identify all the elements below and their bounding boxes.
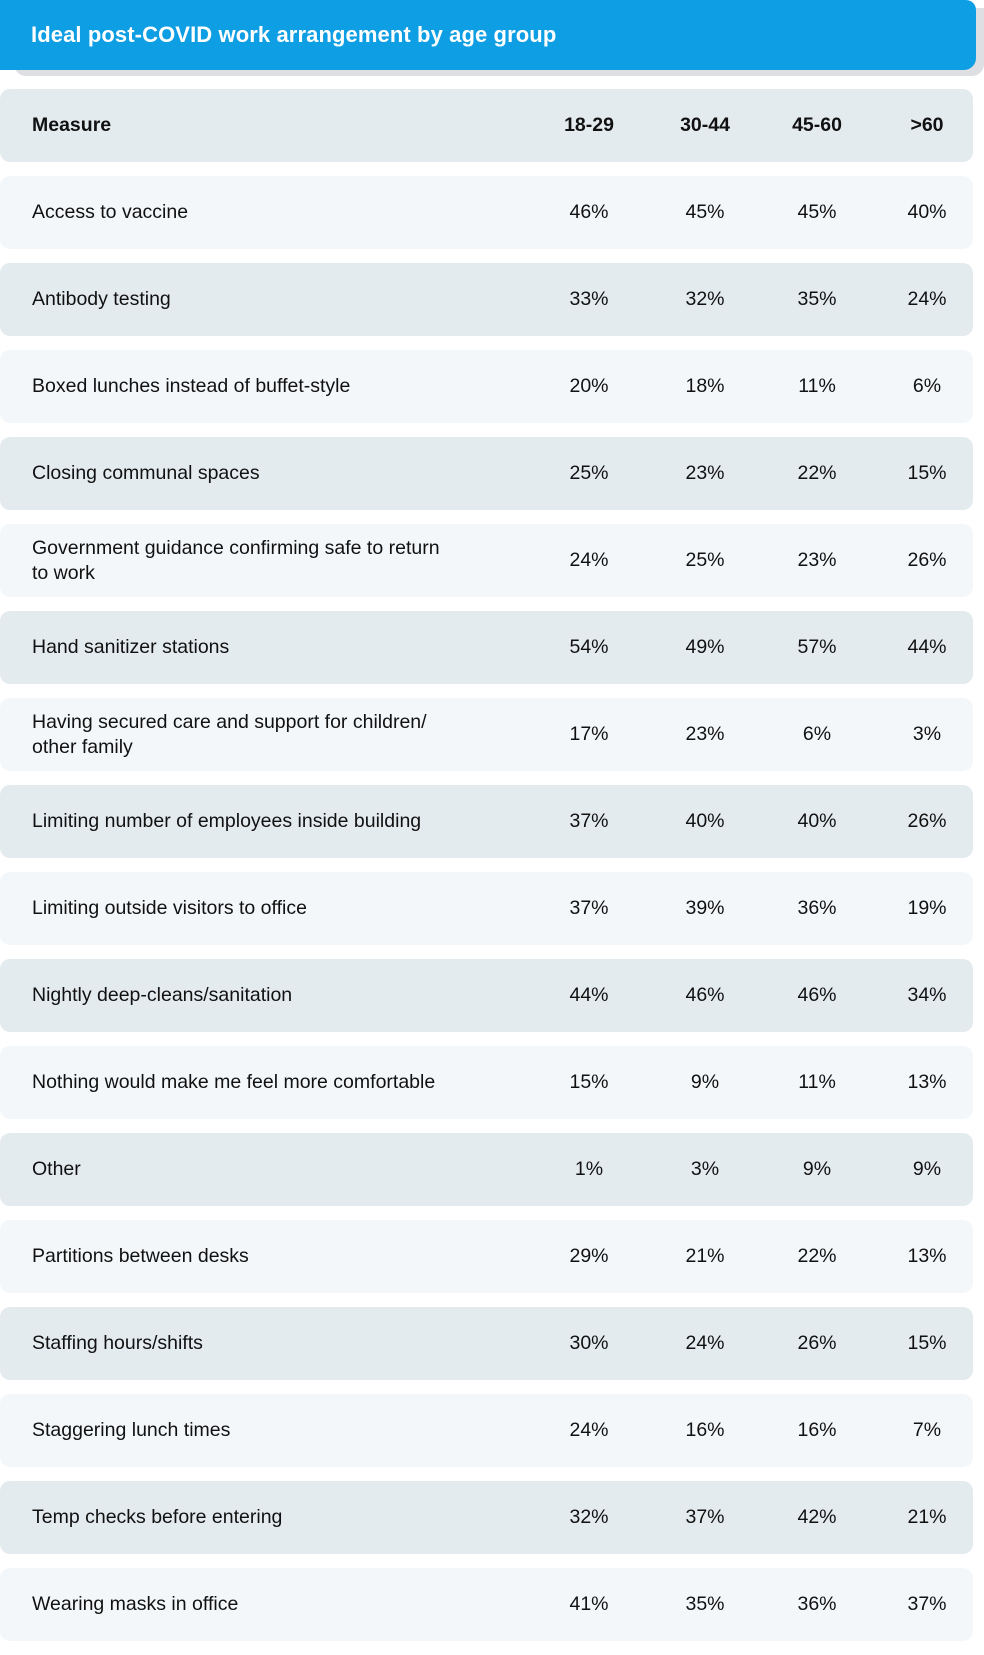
value-cell: 6% — [802, 723, 832, 745]
value-cell: 16% — [685, 1419, 725, 1441]
value-cell: 11% — [798, 375, 836, 397]
table-row — [0, 1481, 973, 1554]
header-18-29: 18-29 — [564, 114, 614, 136]
value-cell: 3% — [912, 723, 942, 745]
value-cell: 25% — [685, 549, 725, 571]
value-cell: 41% — [569, 1593, 609, 1615]
measure-cell: Antibody testing — [32, 288, 171, 310]
value-cell: 16% — [797, 1419, 837, 1441]
value-cell: 39% — [685, 897, 725, 919]
measure-cell: Access to vaccine — [32, 201, 189, 223]
value-cell: 20% — [569, 375, 609, 397]
measure-cell: Partitions between desks — [32, 1245, 249, 1267]
measure-cell: Nothing would make me feel more comfortable — [32, 1071, 436, 1093]
value-cell: 46% — [685, 984, 725, 1006]
value-cell: 30% — [569, 1332, 609, 1354]
table-row — [0, 959, 973, 1032]
table-row — [0, 785, 973, 858]
value-cell: 22% — [797, 1245, 837, 1267]
chart-title: Ideal post-COVID work arrangement by age group — [31, 22, 557, 47]
table-row — [0, 263, 973, 336]
value-cell: 26% — [907, 810, 947, 832]
table-row — [0, 524, 973, 597]
value-cell: 42% — [797, 1506, 837, 1528]
value-cell: 15% — [569, 1071, 609, 1093]
table-row — [0, 1133, 973, 1206]
measure-cell: Wearing masks in office — [32, 1593, 239, 1615]
value-cell: 45% — [797, 201, 837, 223]
measure-cell: Hand sanitizer stations — [32, 636, 230, 658]
value-cell: 24% — [569, 1419, 609, 1441]
value-cell: 6% — [912, 375, 942, 397]
value-cell: 17% — [569, 723, 609, 745]
value-cell: 23% — [797, 549, 837, 571]
table-row — [0, 437, 973, 510]
value-cell: 26% — [907, 549, 947, 571]
measure-cell: Government guidance confirming safe to return to work — [32, 536, 440, 584]
value-cell: 7% — [912, 1419, 942, 1441]
table-row — [0, 872, 973, 945]
value-cell: 15% — [907, 462, 947, 484]
table-row — [0, 350, 973, 423]
measure-cell: Closing communal spaces — [32, 462, 260, 484]
value-cell: 40% — [685, 810, 725, 832]
measure-cell: Nightly deep-cleans/sanitation — [32, 984, 293, 1006]
table-row — [0, 1568, 973, 1641]
value-cell: 32% — [685, 288, 725, 310]
value-cell: 35% — [685, 1593, 725, 1615]
header-over-60: >60 — [910, 114, 944, 136]
header-45-60: 45-60 — [792, 114, 842, 136]
table-header-row — [0, 89, 973, 162]
value-cell: 18% — [685, 375, 725, 397]
title-bar — [0, 0, 976, 70]
measure-cell: Boxed lunches instead of buffet-style — [32, 375, 351, 397]
measure-cell: Having secured care and support for children/ other family — [32, 710, 427, 758]
value-cell: 15% — [907, 1332, 947, 1354]
value-cell: 44% — [569, 984, 609, 1006]
value-cell: 19% — [907, 897, 947, 919]
value-cell: 44% — [907, 636, 947, 658]
value-cell: 37% — [569, 897, 609, 919]
value-cell: 21% — [685, 1245, 725, 1267]
table-row — [0, 611, 973, 684]
value-cell: 57% — [797, 636, 837, 658]
table-row — [0, 1220, 973, 1293]
value-cell: 54% — [569, 636, 609, 658]
value-cell: 11% — [798, 1071, 836, 1093]
value-cell: 36% — [797, 1593, 837, 1615]
value-cell: 3% — [690, 1158, 720, 1180]
value-cell: 9% — [690, 1071, 720, 1093]
table-row — [0, 176, 973, 249]
value-cell: 46% — [797, 984, 837, 1006]
value-cell: 29% — [569, 1245, 609, 1267]
value-cell: 23% — [685, 723, 725, 745]
value-cell: 35% — [797, 288, 837, 310]
value-cell: 13% — [907, 1071, 947, 1093]
value-cell: 40% — [907, 201, 947, 223]
value-cell: 24% — [907, 288, 947, 310]
measure-cell: Limiting outside visitors to office — [32, 897, 307, 919]
measure-cell: Temp checks before entering — [32, 1506, 283, 1528]
value-cell: 25% — [569, 462, 609, 484]
value-cell: 37% — [907, 1593, 947, 1615]
value-cell: 33% — [569, 288, 609, 310]
value-cell: 36% — [797, 897, 837, 919]
value-cell: 34% — [907, 984, 947, 1006]
table-row — [0, 1046, 973, 1119]
measure-cell: Limiting number of employees inside building — [32, 810, 422, 832]
value-cell: 23% — [685, 462, 725, 484]
value-cell: 24% — [685, 1332, 725, 1354]
table-row — [0, 698, 973, 771]
value-cell: 37% — [685, 1506, 725, 1528]
measure-cell: Other — [32, 1158, 81, 1180]
measure-cell: Staggering lunch times — [32, 1419, 231, 1441]
table-row — [0, 1394, 973, 1467]
measure-cell: Staffing hours/shifts — [32, 1332, 203, 1354]
value-cell: 9% — [912, 1158, 942, 1180]
value-cell: 37% — [569, 810, 609, 832]
value-cell: 32% — [569, 1506, 609, 1528]
value-cell: 40% — [797, 810, 837, 832]
value-cell: 13% — [907, 1245, 947, 1267]
value-cell: 21% — [907, 1506, 947, 1528]
value-cell: 1% — [574, 1158, 604, 1180]
value-cell: 45% — [685, 201, 725, 223]
value-cell: 22% — [797, 462, 837, 484]
value-cell: 46% — [569, 201, 609, 223]
data-table — [0, 89, 973, 1655]
value-cell: 24% — [569, 549, 609, 571]
value-cell: 49% — [685, 636, 725, 658]
value-cell: 9% — [802, 1158, 832, 1180]
header-measure: Measure — [32, 114, 112, 136]
header-30-44: 30-44 — [680, 114, 730, 136]
value-cell: 26% — [797, 1332, 837, 1354]
table-row — [0, 1307, 973, 1380]
